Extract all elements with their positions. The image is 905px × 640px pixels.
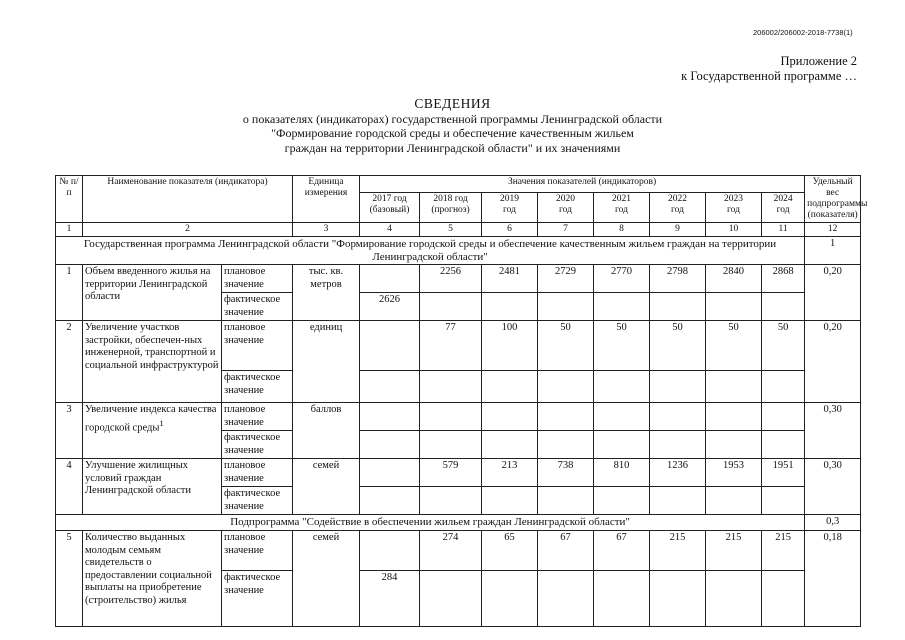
fact-value: [762, 431, 805, 459]
column-number: 12: [805, 223, 861, 237]
plan-value: 50: [594, 321, 650, 371]
program-row: [56, 237, 861, 265]
fact-label: фактическое значение: [222, 571, 293, 627]
column-number: 4: [360, 223, 420, 237]
plan-label: плановое значение: [222, 531, 293, 571]
column-number: 7: [538, 223, 594, 237]
fact-value: [420, 371, 482, 403]
fact-value: [482, 371, 538, 403]
fact-label: фактическое значение: [222, 431, 293, 459]
plan-value: 1953: [706, 459, 762, 487]
column-number: 11: [762, 223, 805, 237]
document-id: 206002/206002-2018-7738(1): [753, 28, 853, 37]
fact-value: [420, 431, 482, 459]
indicator-unit: единиц: [293, 321, 360, 403]
year-note: (базовый): [369, 204, 410, 215]
column-number: 2: [83, 223, 293, 237]
indicator-name: Количество выданных молодым семьям свидетельств о предоставлении социальной выплаты на приобретение (строительство) жилья: [83, 531, 222, 627]
fact-value: [594, 571, 650, 627]
indicator-number: 5: [56, 531, 83, 627]
plan-value: 65: [482, 531, 538, 571]
indicator-name: Увеличение участков застройки, обеспечен-ных инженерной, транспортной и социальной инфраструктурой: [83, 321, 222, 403]
plan-value: [594, 403, 650, 431]
fact-value: [650, 487, 706, 515]
fact-label: фактическое значение: [222, 487, 293, 515]
plan-value: 100: [482, 321, 538, 371]
fact-value: [762, 371, 805, 403]
plan-value: [360, 403, 420, 431]
year-note: год: [776, 204, 790, 215]
plan-value: 50: [538, 321, 594, 371]
indicator-name: Увеличение индекса качества городской среды$^1$: [83, 403, 222, 459]
indicator-weight: 0,30: [805, 459, 861, 515]
fact-value: [420, 487, 482, 515]
plan-value: [762, 403, 805, 431]
indicator-row-plan: [56, 459, 861, 487]
plan-value: 77: [420, 321, 482, 371]
fact-value: [706, 293, 762, 321]
fact-value: [420, 571, 482, 627]
column-number: 5: [420, 223, 482, 237]
indicator-weight: 0,18: [805, 531, 861, 627]
subprogram-row-weight: 0,3: [805, 515, 861, 531]
year-note: год: [727, 204, 740, 215]
year-note: год: [503, 204, 516, 215]
plan-value: 274: [420, 531, 482, 571]
fact-value: [482, 431, 538, 459]
plan-value: 215: [706, 531, 762, 571]
column-numbers-row: [56, 223, 861, 237]
title-heading: СВЕДЕНИЯ: [414, 96, 491, 111]
plan-value: [360, 321, 420, 371]
plan-value: [360, 459, 420, 487]
plan-value: 2840: [706, 265, 762, 293]
footnote-mark: 1: [159, 417, 164, 428]
plan-value: 738: [538, 459, 594, 487]
plan-label: плановое значение: [222, 403, 293, 431]
plan-value: [538, 403, 594, 431]
header-weight: Удельный вес подпрограммы (показателя): [805, 176, 861, 223]
fact-value: [650, 293, 706, 321]
fact-value: [360, 431, 420, 459]
plan-value: [360, 265, 420, 293]
plan-value: [650, 403, 706, 431]
program-row-weight: 1: [805, 237, 861, 265]
header-values: Значения показателей (индикаторов): [360, 176, 805, 193]
fact-value: [594, 431, 650, 459]
indicator-unit: семей: [293, 531, 360, 627]
plan-value: [706, 403, 762, 431]
indicator-name: Улучшение жилищных условий граждан Ленинградской области: [83, 459, 222, 515]
header-name: Наименование показателя (индикатора): [83, 176, 293, 223]
fact-value: [706, 571, 762, 627]
plan-value: 2256: [420, 265, 482, 293]
indicator-weight: 0,20: [805, 265, 861, 321]
fact-value: 284: [360, 571, 420, 627]
fact-value: [594, 293, 650, 321]
fact-value: [706, 371, 762, 403]
fact-value: [706, 431, 762, 459]
indicator-unit: тыс. кв. метров: [293, 265, 360, 321]
year-header: [650, 192, 706, 222]
year-label: 2021: [612, 193, 632, 204]
fact-value: [594, 371, 650, 403]
fact-value: [650, 571, 706, 627]
plan-value: 215: [650, 531, 706, 571]
indicator-row-plan: [56, 403, 861, 431]
indicator-weight: 0,30: [805, 403, 861, 459]
plan-value: 2481: [482, 265, 538, 293]
fact-value: [420, 293, 482, 321]
column-number: 9: [650, 223, 706, 237]
plan-value: 1236: [650, 459, 706, 487]
indicator-number: 3: [56, 403, 83, 459]
year-header: [762, 192, 805, 222]
year-header: [594, 192, 650, 222]
plan-value: [420, 403, 482, 431]
fact-value: [482, 487, 538, 515]
indicator-weight: 0,20: [805, 321, 861, 403]
year-header: [360, 192, 420, 222]
year-header: [420, 192, 482, 222]
plan-value: 50: [706, 321, 762, 371]
appendix-line-1: Приложение 2: [780, 54, 857, 68]
subprogram-row: [56, 515, 861, 531]
plan-value: 2868: [762, 265, 805, 293]
year-note: (прогноз): [431, 204, 470, 215]
fact-value: [538, 293, 594, 321]
year-header: [482, 192, 538, 222]
year-note: год: [559, 204, 572, 215]
appendix-note: [681, 54, 857, 84]
column-number: 10: [706, 223, 762, 237]
plan-value: 213: [482, 459, 538, 487]
year-label: 2019: [500, 193, 520, 204]
year-note: год: [671, 204, 684, 215]
fact-value: [594, 487, 650, 515]
plan-value: 579: [420, 459, 482, 487]
fact-value: [538, 431, 594, 459]
year-label: 2024: [773, 193, 793, 204]
indicator-row-plan: [56, 265, 861, 293]
column-number: 1: [56, 223, 83, 237]
fact-value: [538, 571, 594, 627]
indicator-unit: баллов: [293, 403, 360, 459]
year-header: [538, 192, 594, 222]
program-row-text: Государственная программа Ленинградской области "Формирование городской среды и обеспечение качественным жильем граждан на территории Ленинградской области": [56, 237, 805, 265]
plan-value: 2798: [650, 265, 706, 293]
plan-value: 50: [762, 321, 805, 371]
fact-value: [706, 487, 762, 515]
fact-value: [538, 371, 594, 403]
year-label: 2017 год: [372, 193, 407, 204]
fact-value: [762, 487, 805, 515]
plan-value: 1951: [762, 459, 805, 487]
indicator-number: 4: [56, 459, 83, 515]
plan-label: плановое значение: [222, 321, 293, 371]
subprogram-row-text: Подпрограмма "Содействие в обеспечении жильем граждан Ленинградской области": [56, 515, 805, 531]
header-num: № п/п: [56, 176, 83, 223]
fact-value: [650, 431, 706, 459]
fact-value: [360, 371, 420, 403]
indicators-table: [55, 175, 868, 627]
appendix-line-2: к Государственной программе …: [681, 69, 857, 83]
year-note: год: [615, 204, 628, 215]
document-title: [0, 97, 905, 155]
plan-value: 67: [594, 531, 650, 571]
fact-value: [482, 571, 538, 627]
plan-value: 67: [538, 531, 594, 571]
fact-label: фактическое значение: [222, 293, 293, 321]
title-line-2: "Формирование городской среды и обеспечение качественным жильем: [271, 126, 634, 140]
year-label: 2022: [668, 193, 688, 204]
column-number: 3: [293, 223, 360, 237]
year-header: [706, 192, 762, 222]
plan-label: плановое значение: [222, 265, 293, 293]
indicator-unit: семей: [293, 459, 360, 515]
plan-label: плановое значение: [222, 459, 293, 487]
year-label: 2023: [724, 193, 744, 204]
column-number: 6: [482, 223, 538, 237]
fact-value: [482, 293, 538, 321]
fact-value: [762, 571, 805, 627]
header-row: [56, 176, 861, 193]
indicator-row-plan: [56, 321, 861, 371]
indicator-number: 1: [56, 265, 83, 321]
title-line-1: о показателях (индикаторах) государственной программы Ленинградской области: [242, 111, 663, 126]
plan-value: 50: [650, 321, 706, 371]
plan-value: 2770: [594, 265, 650, 293]
plan-value: 2729: [538, 265, 594, 293]
header-unit: Единица измерения: [293, 176, 360, 223]
plan-value: 810: [594, 459, 650, 487]
column-number: 8: [594, 223, 650, 237]
year-label: 2020: [556, 193, 576, 204]
fact-value: [538, 487, 594, 515]
fact-value: [650, 371, 706, 403]
fact-label: фактическое значение: [222, 371, 293, 403]
fact-value: [360, 487, 420, 515]
fact-value: 2626: [360, 293, 420, 321]
plan-value: [482, 403, 538, 431]
plan-value: 215: [762, 531, 805, 571]
plan-value: [360, 531, 420, 571]
indicator-row-plan: [56, 531, 861, 571]
fact-value: [762, 293, 805, 321]
title-line-3: граждан на территории Ленинградской области" и их значениями: [284, 140, 621, 155]
indicator-name: Объем введенного жилья на территории Ленинградской области: [83, 265, 222, 321]
indicator-number: 2: [56, 321, 83, 403]
year-label: 2018 год: [433, 193, 468, 204]
